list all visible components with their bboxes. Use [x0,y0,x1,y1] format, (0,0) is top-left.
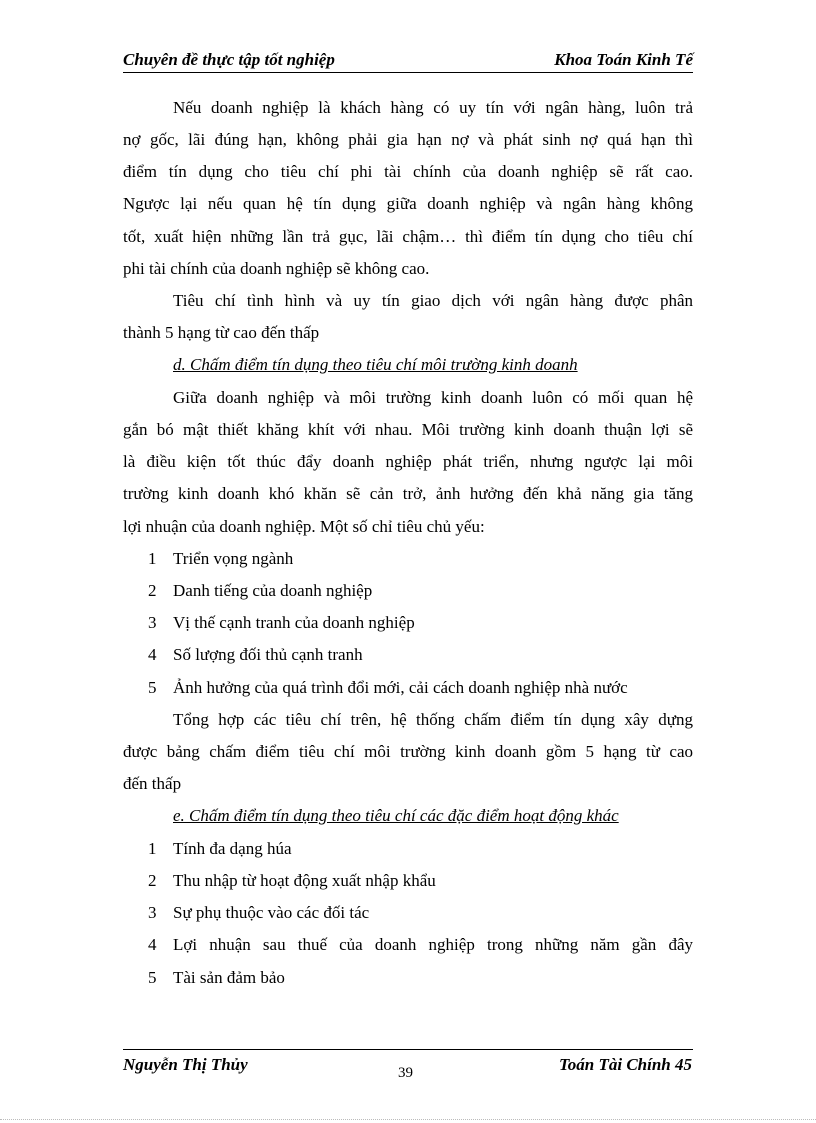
list-item: Tính đa dạng húa [173,839,292,858]
section-d-heading: d. Chấm điểm tín dụng theo tiêu chí môi trường kinh doanh [173,355,578,374]
list-item-number: 4 [148,935,157,954]
section-e-heading: e. Chấm điểm tín dụng theo tiêu chí các đặc điểm hoạt động khác [173,806,619,825]
list-item-number: 4 [148,645,157,664]
list-item: Danh tiếng của doanh nghiệp [173,581,373,600]
list-item-number: 5 [148,968,157,987]
list-item-number: 1 [148,549,157,568]
list-item-number: 3 [148,903,157,922]
header-right: Khoa Toán Kinh Tế [554,50,693,69]
section-d-summary-line: Tổng hợp các tiêu chí trên, hệ thống chấm điểm tín dụng xây dựng [173,710,693,729]
list-item: Ảnh hưởng của quá trình đổi mới, cải cách doanh nghiệp nhà nước [173,678,628,697]
list-item: Thu nhập từ hoạt động xuất nhập khẩu [173,871,436,890]
list-item: Lợi nhuận sau thuế của doanh nghiệp trong những năm gần đây [173,935,693,954]
list-item: Vị thế cạnh tranh của doanh nghiệp [173,613,415,632]
list-item: Triển vọng ngành [173,549,294,568]
list-item: Số lượng đối thủ cạnh tranh [173,645,363,664]
section-d-para-line: gắn bó mật thiết khăng khít với nhau. Môi trường kinh doanh thuận lợi sẽ [123,420,693,439]
section-d-para-line: lợi nhuận của doanh nghiệp. Một số chỉ tiêu chủ yếu: [123,517,485,536]
list-item-number: 3 [148,613,157,632]
list-item: Tài sản đảm bảo [173,968,285,987]
section-d-summary-line: được bảng chấm điểm tiêu chí môi trường kinh doanh gồm 5 hạng từ cao [123,742,693,761]
para2-line: thành 5 hạng từ cao đến thấp [123,323,320,342]
list-item-number: 5 [148,678,157,697]
section-d-summary-line: đến thấp [123,774,182,793]
para2-line: Tiêu chí tình hình và uy tín giao dịch với ngân hàng được phân [173,291,693,310]
list-item-number: 2 [148,871,157,890]
footer-rule [123,1049,693,1050]
header-rule [123,72,693,73]
footer-author: Nguyễn Thị Thủy [123,1055,248,1074]
page-number: 39 [398,1065,413,1081]
header-left: Chuyên đề thực tập tốt nghiệp [123,50,335,69]
footer-course: Toán Tài Chính 45 [558,1055,692,1074]
para1-line: Nếu doanh nghiệp là khách hàng có uy tín với ngân hàng, luôn trả [173,98,693,117]
section-d-para-line: trường kinh doanh khó khăn sẽ cản trở, ảnh hưởng đến khả năng gia tăng [123,484,693,503]
list-item: Sự phụ thuộc vào các đối tác [173,903,370,922]
para1-line: Ngược lại nếu quan hệ tín dụng giữa doanh nghiệp và ngân hàng không [123,194,693,213]
page-edge-divider [0,1119,816,1120]
para1-line: phi tài chính của doanh nghiệp sẽ không cao. [123,259,430,278]
list-item-number: 1 [148,839,157,858]
section-d-para-line: Giữa doanh nghiệp và môi trường kinh doanh luôn có mối quan hệ [173,388,693,407]
para1-line: điểm tín dụng cho tiêu chí phi tài chính của doanh nghiệp sẽ rất cao. [123,162,693,181]
para1-line: tốt, xuất hiện những lần trả gục, lãi chậm… thì điểm tín dụng cho tiêu chí [123,227,693,246]
list-item-number: 2 [148,581,157,600]
para1-line: nợ gốc, lãi đúng hạn, không phải gia hạn nợ và phát sinh nợ quá hạn thì [123,130,693,149]
section-d-para-line: là điều kiện tốt thúc đẩy doanh nghiệp phát triển, nhưng ngược lại môi [123,452,693,471]
